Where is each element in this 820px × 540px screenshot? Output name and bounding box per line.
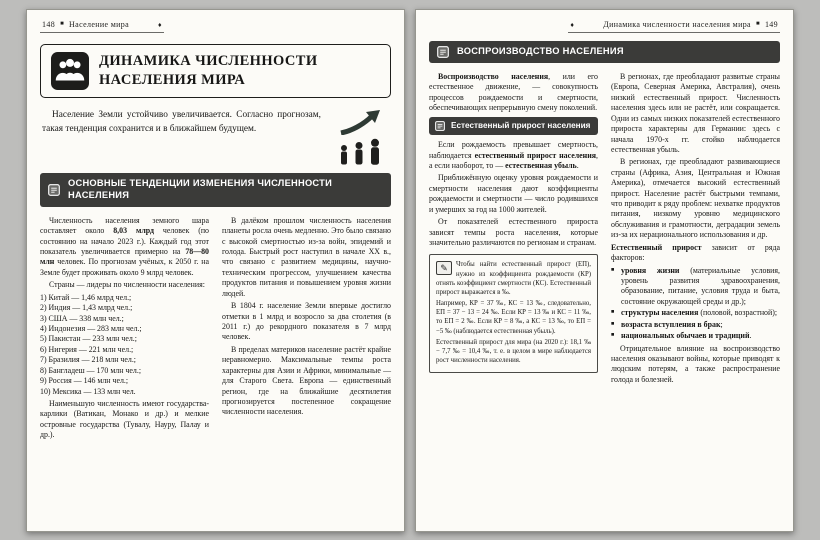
paragraph: Приближённую оценку уровня рождаемости и смертности населения дают коэффициенты рождаемости и смертности — число родившихся и умерших за год на 1000 жителей. bbox=[429, 173, 598, 214]
text-run: Численность населения земного шара составляет около bbox=[40, 215, 209, 236]
note-paragraph: Естественный прирост для мира (на 2020 г.): 18,1 ‰ − 7,7 ‰ = 10,4 ‰, т. е. в целом в мире наблюдается рост численности населения. bbox=[436, 338, 591, 365]
paragraph: Отрицательное влияние на воспроизводство населения оказывают войны, которые приводят к людским потерям, а также распространение голода и болезней. bbox=[611, 343, 780, 384]
list-item: 8) Бангладеш — 170 млн чел.; bbox=[40, 365, 142, 375]
list-item: 4) Индонезия — 283 млн чел.; bbox=[40, 324, 142, 333]
bold-run: естественный прирост населения bbox=[474, 150, 597, 160]
text-run: . bbox=[576, 161, 579, 171]
note-paragraph: Чтобы найти естественный прирост (ЕП), нужно из коэффициента рождаемости (КР) отнять коэффициент смертности (КС). Естественный прирост выражается в ‰. bbox=[436, 261, 591, 296]
list-item: 10) Мексика — 133 млн чел. bbox=[40, 386, 136, 396]
bold-run: 8,03 млрд bbox=[113, 226, 155, 236]
page-left bbox=[26, 9, 405, 532]
text-run: (половой, возрастной); bbox=[698, 308, 778, 318]
bold-run: Воспроизводство населения bbox=[438, 72, 549, 81]
section-title: ВОСПРОИЗВОДСТВО НАСЕЛЕНИЯ bbox=[457, 46, 624, 57]
population-group-icon bbox=[51, 52, 89, 90]
square-marker-icon: ■ bbox=[755, 20, 760, 27]
chapter-title-box bbox=[40, 44, 391, 98]
section-header-tendencies bbox=[40, 173, 391, 207]
list-item: 1) Китай — 1,46 млрд чел.; bbox=[40, 292, 132, 302]
running-header-left bbox=[40, 19, 164, 33]
subsection-title: Естественный прирост населения bbox=[451, 120, 591, 130]
paragraph bbox=[429, 72, 598, 114]
text-run: (материальные условия, уровень развития здравоохранения, образование, питание, условия труда и быта, состояние окружающей среды и др.); bbox=[621, 265, 780, 306]
bold-run: национальных обычаев и традиций bbox=[621, 331, 750, 341]
country-leaders-list bbox=[40, 293, 209, 397]
growth-arrow-icon bbox=[338, 109, 382, 135]
section-page-icon bbox=[48, 184, 60, 196]
bullet-square-icon: ■ bbox=[611, 266, 615, 273]
section-header-reproduction bbox=[429, 41, 780, 63]
text-run: Если рождаемость превышает смертность, наблюдается bbox=[429, 140, 598, 160]
bold-run: уровня жизни bbox=[621, 265, 680, 275]
paragraph bbox=[429, 140, 598, 171]
list-item: 3) США — 338 млн чел.; bbox=[40, 313, 124, 323]
diamond-marker-icon: ♦ bbox=[158, 20, 162, 29]
column-1 bbox=[429, 72, 598, 387]
running-title: Население мира bbox=[69, 20, 130, 29]
chapter-title: ДИНАМИКА ЧИСЛЕННОСТИ НАСЕЛЕНИЯ МИРА bbox=[99, 53, 318, 88]
bold-run: возраста вступления в брак bbox=[621, 319, 721, 329]
list-item: 2) Индия — 1,43 млрд чел.; bbox=[40, 303, 133, 313]
column-2 bbox=[222, 216, 391, 443]
paragraph: В пределах материков население растёт крайне неравномерно. Максимальные темпы роста характерны для Азии и Африки, минимальные — для Старого Света. Европа — единственный регион, где на ближайшие десятилетия прогнозируется постепенное сокращение численности населения. bbox=[222, 344, 391, 417]
paragraph bbox=[40, 216, 209, 279]
list-item bbox=[611, 331, 780, 341]
text-columns-right-page bbox=[429, 72, 780, 387]
list-item bbox=[611, 266, 780, 308]
list-item bbox=[611, 308, 780, 318]
paragraph: В регионах, где преобладают развивающиеся страны (Африка, Азия, Центральная и Южная Америка), отмечается высокий естественный прирост. Население растёт быстрыми темпами, что приводит к ряду проблем: нехватке продуктов питания, низкому уровню медицинского обслуживания и грамотности, деградации земель из-за их нерационального использования и др. bbox=[611, 157, 780, 240]
column-1 bbox=[40, 216, 209, 443]
list-item: 6) Нигерия — 221 млн чел.; bbox=[40, 344, 134, 354]
pencil-note-icon: ✎ bbox=[436, 261, 452, 275]
paragraph bbox=[611, 243, 780, 264]
bullet-square-icon: ■ bbox=[611, 309, 615, 316]
text-run: человек (по состоянию на начало 2023 г.). Каждый год этот показатель увеличивается примерно на bbox=[40, 226, 209, 257]
paragraph: В 1804 г. население Земли впервые достигло отметки в 1 млрд и возросло за два столетия (в 2011 г.) до рекордного показателя в 7 млрд человек. bbox=[222, 301, 391, 342]
note-paragraph: Например, КР = 37 ‰, КС = 13 ‰, следовательно, ЕП = 37 − 13 = 24 ‰. Если КР = 13 ‰ и КС = 11 ‰, то ЕП = 2 ‰. Если КР = 8 ‰, а КС = 13 ‰, то ЕП = −5 ‰ (наблюдается естественная убыль). bbox=[436, 300, 591, 335]
text-run: , или его естественное движение, — совокупность процессов рождаемости и смертности, обеспечивающих непрерывную смену поколений. bbox=[429, 72, 598, 113]
bold-run: 78—80 млн bbox=[40, 247, 209, 267]
text-run: ; bbox=[720, 319, 723, 329]
paragraph: В регионах, где преобладают развитые страны (Европа, Северная Америка, Австралия), очень низкий естественный прирост. Численность населения здесь или не растёт, или сокращается. Одни из самых низких показателей естественного прироста характерны для Германии: здесь с начала 1970-х гг. стойко наблюдается естественная убыль. bbox=[611, 72, 780, 154]
section-title: ОСНОВНЫЕ ТЕНДЕНЦИИ ИЗМЕНЕНИЯ ЧИСЛЕННОСТИ НАСЕЛЕНИЯ bbox=[68, 178, 333, 200]
text-run: . bbox=[749, 331, 752, 341]
bullet-square-icon: ■ bbox=[611, 332, 615, 339]
intro-block bbox=[42, 109, 389, 165]
subsection-square-icon bbox=[435, 121, 445, 131]
intro-paragraph: Население Земли устойчиво увеличивается. Согласно прогнозам, такая тенденция сохранится и в ближайшем будущем. bbox=[42, 110, 321, 134]
text-run: , а если наоборот, то — bbox=[429, 150, 598, 171]
list-item bbox=[611, 320, 780, 330]
running-header-right bbox=[568, 19, 780, 33]
note-box bbox=[429, 254, 598, 373]
bold-run: структуры населения bbox=[621, 308, 699, 318]
running-title: Динамика численности населения мира bbox=[603, 20, 751, 29]
list-item: 9) Россия — 146 млн чел.; bbox=[40, 376, 129, 386]
bold-run: естественная убыль bbox=[505, 161, 577, 171]
text-run: человек. По прогнозам учёных, к 2050 г. на Земле будет проживать около 9 млрд человек. bbox=[40, 257, 209, 277]
text-columns-left-page bbox=[40, 216, 391, 443]
subsection-header-natural-increase bbox=[429, 117, 598, 136]
column-2 bbox=[611, 72, 780, 387]
factors-list bbox=[611, 266, 780, 342]
paragraph: Наименьшую численность имеют государства-карлики (Ватикан, Монако и др.) и мелкие островные государства (Тувалу, Науру, Палау и др.). bbox=[40, 398, 209, 440]
list-item: 5) Пакистан — 233 млн чел.; bbox=[40, 334, 137, 344]
bold-run: Естественный прирост bbox=[611, 242, 702, 252]
paragraph: В далёком прошлом численность населения планеты росла очень медленно. Это было связано с высокой смертностью из-за войн, эпидемий и голода. Быстрый рост наступил в начале XX в., что связано с развитием медицины, научно-техническим прогрессом, улучшением качества продуктов питания и повышением уровня жизни людей. bbox=[222, 215, 391, 298]
page-number: 149 bbox=[764, 20, 778, 29]
text-run: зависит от ряда факторов: bbox=[611, 242, 780, 263]
diamond-marker-icon: ♦ bbox=[570, 20, 575, 29]
page-number: 148 bbox=[42, 20, 56, 29]
paragraph: Страны — лидеры по численности населения: bbox=[49, 280, 205, 290]
list-item: 7) Бразилия — 218 млн чел.; bbox=[40, 355, 136, 365]
square-marker-icon: ■ bbox=[60, 20, 65, 27]
section-page-icon bbox=[437, 46, 449, 58]
people-growth-icon bbox=[336, 138, 384, 165]
paragraph: От показателей естественного прироста зависят темпы роста населения, которые значительно различаются по регионам и странам. bbox=[429, 217, 598, 247]
bullet-square-icon: ■ bbox=[611, 320, 615, 327]
intro-illustration bbox=[331, 109, 389, 165]
page-right bbox=[415, 9, 794, 532]
